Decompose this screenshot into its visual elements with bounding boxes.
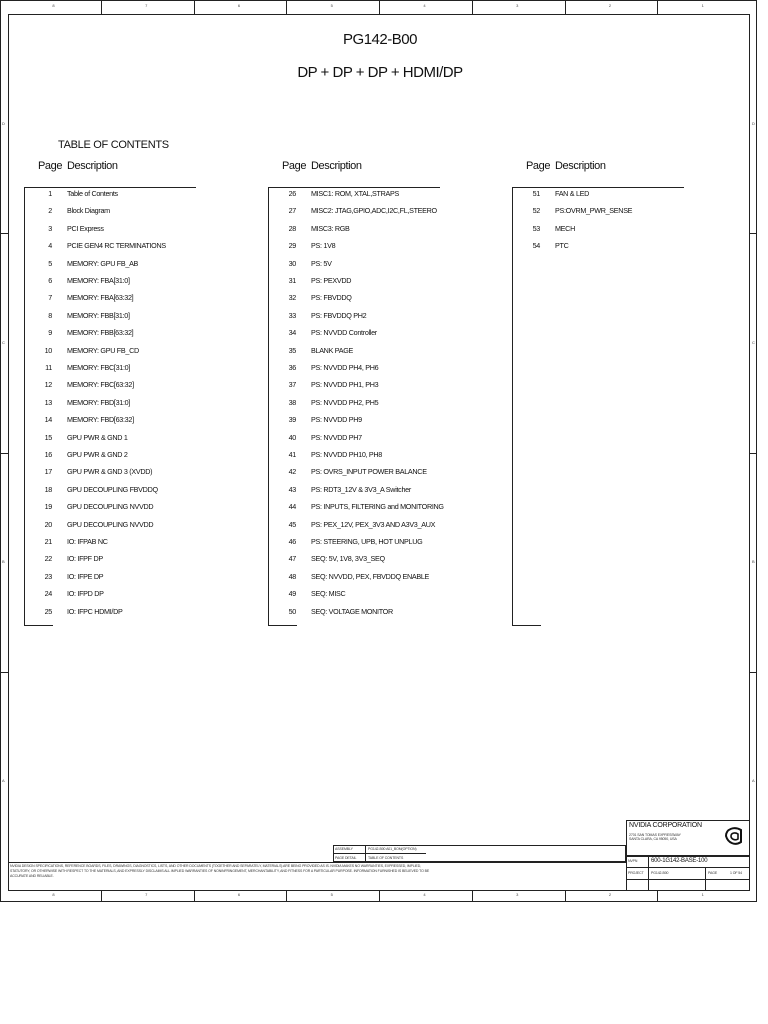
zone-tick: [750, 233, 757, 234]
toc-description: GPU PWR & GND 3 (XVDD): [67, 467, 153, 477]
toc-page-number: 32: [288, 293, 296, 303]
toc-description: GPU DECOUPLING NVVDD: [67, 502, 154, 512]
toc-description: SEQ: 5V, 1V8, 3V3_SEQ: [311, 554, 385, 564]
toc-page-number: 52: [532, 206, 540, 216]
toc-page-number: 5: [48, 258, 52, 268]
toc-page-number: 19: [44, 502, 52, 512]
zone-row-label: A: [2, 778, 5, 784]
zone-row-label: B: [2, 559, 5, 565]
toc-description: PS: FBVDDQ PH2: [311, 310, 367, 320]
toc-description: PS: 5V: [311, 258, 332, 268]
zone-tick: [565, 891, 566, 902]
toc-page-number: 3: [48, 223, 52, 233]
board-subtitle: DP + DP + DP + HDMI/DP: [297, 64, 463, 81]
toc-page-number: 27: [288, 206, 296, 216]
toc-page-number: 15: [44, 432, 52, 442]
toc-description: PS: PEXVDD: [311, 276, 352, 285]
description-column-header: Description: [555, 160, 606, 172]
toc-page-number: 33: [288, 310, 296, 320]
zone-tick: [0, 233, 8, 234]
zone-column-label: 7: [145, 892, 148, 897]
zone-column-label: 6: [237, 3, 241, 8]
zone-tick: [194, 0, 195, 14]
zone-tick: [101, 0, 102, 14]
toc-description: PS: RDT3_12V & 3V3_A Switcher: [311, 484, 411, 494]
description-column-header: Description: [67, 160, 118, 172]
toc-page-number: 39: [288, 415, 296, 425]
toc-description: MEMORY: FBA[63:32]: [67, 293, 134, 303]
toc-description: GPU PWR & GND 1: [67, 432, 128, 442]
zone-column-label: 6: [237, 892, 241, 897]
zone-tick: [472, 0, 473, 14]
zone-column-label: 4: [423, 892, 426, 897]
zone-column-label: 8: [52, 3, 55, 8]
toc-page-number: 41: [288, 450, 296, 459]
toc-description: GPU DECOUPLING NVVDD: [67, 519, 154, 529]
divider: [626, 879, 750, 880]
page-detail-value: TABLE OF CONTENTS: [368, 856, 404, 860]
page-label: PAGE: [708, 871, 718, 875]
toc-description: MISC1: ROM, XTAL,STRAPS: [311, 189, 400, 198]
page-value: 1 OF 54: [730, 871, 742, 875]
toc-description: SEQ: VOLTAGE MONITOR: [311, 606, 393, 616]
toc-page-number: 49: [288, 589, 296, 599]
toc-page-number: 40: [288, 432, 296, 442]
toc-page-number: 6: [48, 276, 52, 285]
toc-page-number: 14: [44, 415, 52, 425]
divider: [648, 856, 649, 891]
toc-page-number: 42: [288, 467, 296, 477]
toc-description: IO: IFPF DP: [67, 554, 103, 564]
zone-tick: [286, 0, 287, 14]
zone-row-label: A: [752, 778, 755, 784]
toc-description: SEQ: MISC: [311, 589, 346, 599]
zone-tick: [0, 672, 8, 673]
divider: [705, 867, 706, 891]
zone-tick: [101, 891, 102, 902]
toc-page-number: 8: [48, 310, 52, 320]
toc-description: IO: IFPD DP: [67, 589, 104, 599]
page-detail-label: PAGE DETAIL: [335, 856, 357, 860]
zone-tick: [750, 672, 757, 673]
toc-page-number: 18: [44, 484, 52, 494]
page-column-header: Page: [282, 160, 307, 172]
zone-tick: [750, 453, 757, 454]
toc-description: MEMORY: GPU FB_CD: [67, 345, 139, 355]
toc-description: Block Diagram: [67, 206, 110, 216]
project-label: PROJECT: [628, 871, 644, 875]
toc-description: PS:OVRM_PWR_SENSE: [555, 206, 633, 216]
toc-page-number: 37: [288, 380, 296, 390]
toc-page-number: 28: [288, 223, 296, 233]
toc-description: PS: NVVDD Controller: [311, 328, 377, 338]
zone-tick: [194, 891, 195, 902]
toc-page-number: 26: [288, 189, 296, 198]
zone-column-label: 5: [330, 3, 333, 8]
company-address: 2701 SAN TOMAS EXPRESSWAY SANTA CLARA, CA 95050, USA: [629, 833, 681, 841]
toc-description: PS: NVVDD PH2, PH5: [311, 397, 379, 407]
toc-page-number: 12: [44, 380, 52, 390]
zone-column-label: 1: [701, 892, 704, 897]
toc-page-number: 35: [288, 345, 296, 355]
toc-description: PS: NVVDD PH10, PH8: [311, 450, 382, 459]
toc-description: MEMORY: GPU FB_AB: [67, 258, 139, 268]
toc-description: Table of Contents: [67, 189, 118, 198]
toc-description: FAN & LED: [555, 189, 590, 198]
toc-description: PS: STEERING, UPB, HOT UNPLUG: [311, 537, 423, 546]
zone-tick: [657, 0, 658, 14]
zone-column-label: 4: [423, 3, 426, 8]
toc-heading: TABLE OF CONTENTS: [58, 139, 169, 151]
toc-page-number: 44: [288, 502, 296, 512]
toc-page-number: 48: [288, 571, 296, 581]
toc-description: MEMORY: FBC[31:0]: [67, 363, 131, 372]
divider: [626, 867, 750, 868]
toc-page-number: 45: [288, 519, 296, 529]
zone-tick: [379, 0, 380, 14]
toc-description: GPU DECOUPLING FBVDDQ: [67, 484, 158, 494]
toc-page-number: 46: [288, 537, 296, 546]
toc-description: PS: NVVDD PH7: [311, 432, 362, 442]
toc-description: PS: NVVDD PH4, PH6: [311, 363, 379, 372]
toc-page-number: 9: [48, 328, 52, 338]
toc-description: IO: IFPC HDMI/DP: [67, 606, 123, 616]
zone-tick: [657, 891, 658, 902]
legal-disclaimer: NVIDIA DESIGN SPECIFICATIONS, REFERENCE BOARDS, FILES, DRAWINGS, DIAGNOSTICS, LISTS, AND OTHER DOCUMENTS (TOGETHER AND SEPARATELY, MATERIALS) ARE BEING PROVIDED AS IS. NVIDIA MAKES NO WARRANTIES, EXPRESSED, IMPLIED, STATUTORY, OR OTHERWISE WITH RESPECT TO THE MATERIALS, AND EXPRESSLY DISCLAIMS ALL IMPLIED WARRANTIES OF NONINFRINGEMENT, MERCHANTABILITY, AND FITNESS FOR A PARTICULAR PURPOSE. INFORMATION FURNISHED IS BELIEVED TO BE ACCURATE AND RELIABLE.: [10, 864, 430, 878]
zone-tick: [379, 891, 380, 902]
toc-page-number: 1: [48, 189, 52, 198]
zone-row-label: D: [2, 120, 5, 126]
toc-description: MEMORY: FBB[63:32]: [67, 328, 134, 338]
toc-page-number: 24: [44, 589, 52, 599]
zone-row-label: D: [752, 120, 755, 126]
zone-row-label: B: [752, 559, 755, 565]
divider: [333, 853, 426, 854]
pn-label: NVPN: [628, 859, 638, 863]
toc-page-number: 29: [288, 241, 296, 251]
zone-tick: [286, 891, 287, 902]
project-value: PG142-B00: [651, 871, 669, 875]
toc-description: MISC2: JTAG,GPIO,ADC,I2C,FL,STEERO: [311, 206, 437, 216]
zone-column-label: 3: [516, 892, 519, 897]
page-column-header: Page: [526, 160, 551, 172]
divider: [365, 845, 366, 862]
toc-page-number: 2: [48, 206, 52, 216]
toc-page-number: 16: [44, 450, 52, 459]
toc-description: MEMORY: FBB[31:0]: [67, 310, 130, 320]
zone-column-label: 7: [145, 3, 148, 8]
toc-page-number: 25: [44, 606, 52, 616]
assembly-value: PG142-B00 A01_BOM(OPTION): [368, 847, 417, 851]
toc-description: MISC3: RGB: [311, 223, 350, 233]
toc-description: PS: NVVDD PH1, PH3: [311, 380, 379, 390]
zone-column-label: 2: [608, 892, 612, 897]
toc-page-number: 17: [44, 467, 52, 477]
toc-description: MEMORY: FBD[63:32]: [67, 415, 134, 425]
zone-column-label: 8: [52, 892, 55, 897]
toc-page-number: 50: [288, 606, 296, 616]
pn-value: 600-1G142-BASE-100: [651, 858, 708, 864]
zone-tick: [0, 453, 8, 454]
toc-description: MEMORY: FBD[31:0]: [67, 397, 131, 407]
toc-page-number: 31: [288, 276, 296, 285]
toc-description: MEMORY: FBA[31:0]: [67, 276, 130, 285]
toc-description: PCIE GEN4 RC TERMINATIONS: [67, 241, 166, 251]
toc-description: MECH: [555, 223, 575, 233]
toc-description: PS: PEX_12V, PEX_3V3 AND A3V3_AUX: [311, 519, 436, 529]
toc-page-number: 53: [532, 223, 540, 233]
toc-page-number: 21: [44, 537, 52, 546]
toc-description: PCI Express: [67, 223, 104, 233]
description-column-header: Description: [311, 160, 362, 172]
toc-description: PTC: [555, 241, 569, 251]
toc-page-number: 4: [48, 241, 52, 251]
zone-column-label: 1: [701, 3, 704, 8]
toc-page-number: 54: [532, 241, 540, 251]
toc-page-number: 38: [288, 397, 296, 407]
toc-description: PS: FBVDDQ: [311, 293, 352, 303]
toc-page-number: 20: [44, 519, 52, 529]
toc-page-number: 51: [532, 189, 540, 198]
zone-column-label: 3: [516, 3, 519, 8]
toc-description: PS: NVVDD PH9: [311, 415, 362, 425]
toc-page-number: 11: [45, 363, 52, 372]
toc-page-number: 13: [44, 397, 52, 407]
toc-page-number: 7: [48, 293, 52, 303]
board-title: PG142-B00: [343, 31, 417, 48]
toc-page-number: 23: [44, 571, 52, 581]
toc-description: IO: IFPE DP: [67, 571, 104, 581]
assembly-label: ASSEMBLY: [335, 847, 353, 851]
toc-description: PS: 1V8: [311, 241, 336, 251]
toc-description: PS: OVRS_INPUT POWER BALANCE: [311, 467, 427, 477]
company-name: NVIDIA CORPORATION: [629, 822, 702, 829]
toc-page-number: 10: [44, 345, 52, 355]
zone-tick: [565, 0, 566, 14]
toc-page-number: 43: [288, 484, 296, 494]
toc-description: BLANK PAGE: [311, 345, 354, 355]
zone-column-label: 2: [608, 3, 612, 8]
divider: [8, 862, 626, 863]
toc-page-number: 36: [288, 363, 296, 372]
nvidia-logo-icon: [722, 822, 746, 850]
page-column-header: Page: [38, 160, 63, 172]
zone-column-label: 5: [330, 892, 333, 897]
zone-tick: [472, 891, 473, 902]
toc-description: GPU PWR & GND 2: [67, 450, 128, 459]
toc-description: SEQ: NVVDD, PEX, FBVDDQ ENABLE: [311, 571, 430, 581]
toc-page-number: 22: [44, 554, 52, 564]
zone-row-label: C: [752, 339, 755, 345]
zone-row-label: C: [2, 339, 5, 345]
toc-page-number: 34: [288, 328, 296, 338]
toc-description: PS: INPUTS, FILTERING and MONITORING: [311, 502, 444, 512]
toc-description: MEMORY: FBC[63:32]: [67, 380, 134, 390]
toc-description: IO: IFPAB NC: [67, 537, 108, 546]
page-bracket: [512, 187, 541, 626]
toc-page-number: 47: [288, 554, 296, 564]
toc-page-number: 30: [288, 258, 296, 268]
